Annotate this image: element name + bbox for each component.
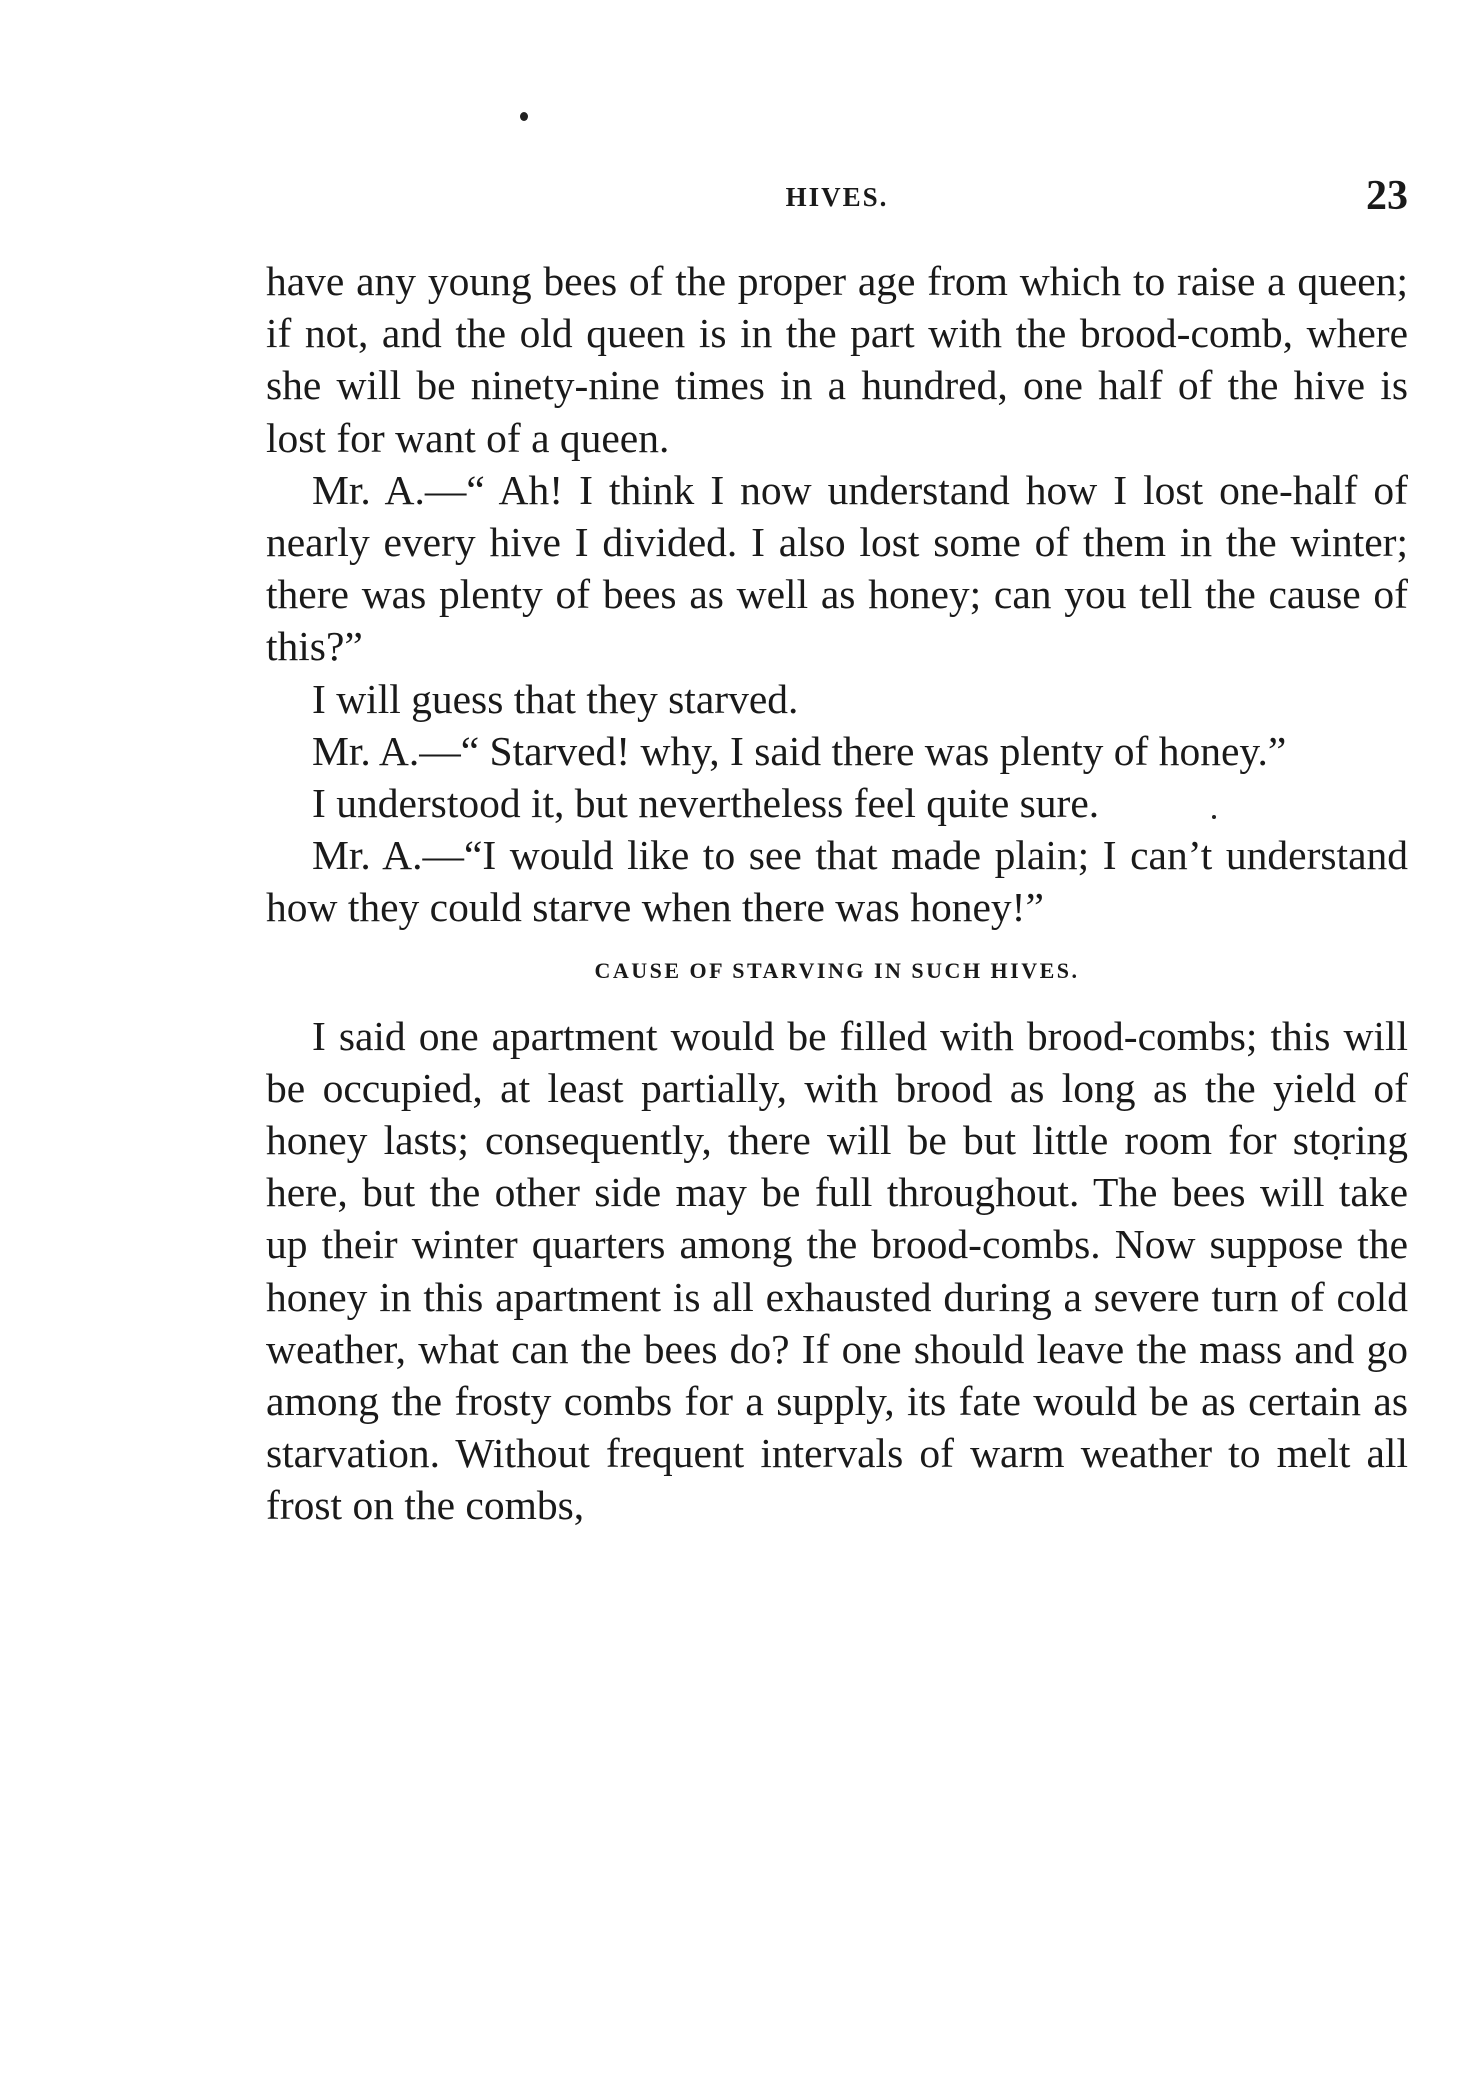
ink-speck [520, 112, 528, 121]
section-heading: CAUSE OF STARVING IN SUCH HIVES. [594, 957, 1080, 983]
paragraph: Mr. A.—“ Starved! why, I said there was plenty of honey.” [312, 727, 1287, 774]
running-head [266, 173, 1408, 236]
page-number: 23 [1366, 173, 1408, 219]
paragraph: I will guess that they starved. [312, 675, 799, 722]
paragraph: I said one apartment would be filled with brood-combs; this will be occupied, at least partially, with brood as long as the yield of honey lasts; consequently, there will be but little room for storing here, but the other side may be full throughout. The bees will take up their winter quarters among the brood-combs. Now suppose the honey in this apartment is all exhausted during a severe turn of cold weather, what can the bees do? If one should leave the mass and go among the frosty combs for a supply, its fate would be as certain as starvation. Without frequent intervals of warm weather to melt all frost on the combs, [266, 1012, 1408, 1529]
paragraph: Mr. A.—“ Ah! I think I now understand how I lost one-half of nearly every hive I divided. I also lost some of them in the winter; there was plenty of bees as well as honey; can you tell the cause of this?” [266, 466, 1408, 670]
running-title: HIVES. [785, 182, 889, 212]
paragraph: Mr. A.—“I would like to see that made plain; I can’t understand how they could starve when there was honey!” [266, 832, 1408, 931]
paragraph: have any young bees of the proper age from which to raise a queen; if not, and the old queen is in the part with the brood-comb, where she will be ninety-nine times in a hundred, one half of the hive is lost for want of a queen. [266, 258, 1408, 461]
paragraph: I understood it, but nevertheless feel quite sure. [312, 780, 1100, 827]
body-text [266, 255, 1408, 1532]
